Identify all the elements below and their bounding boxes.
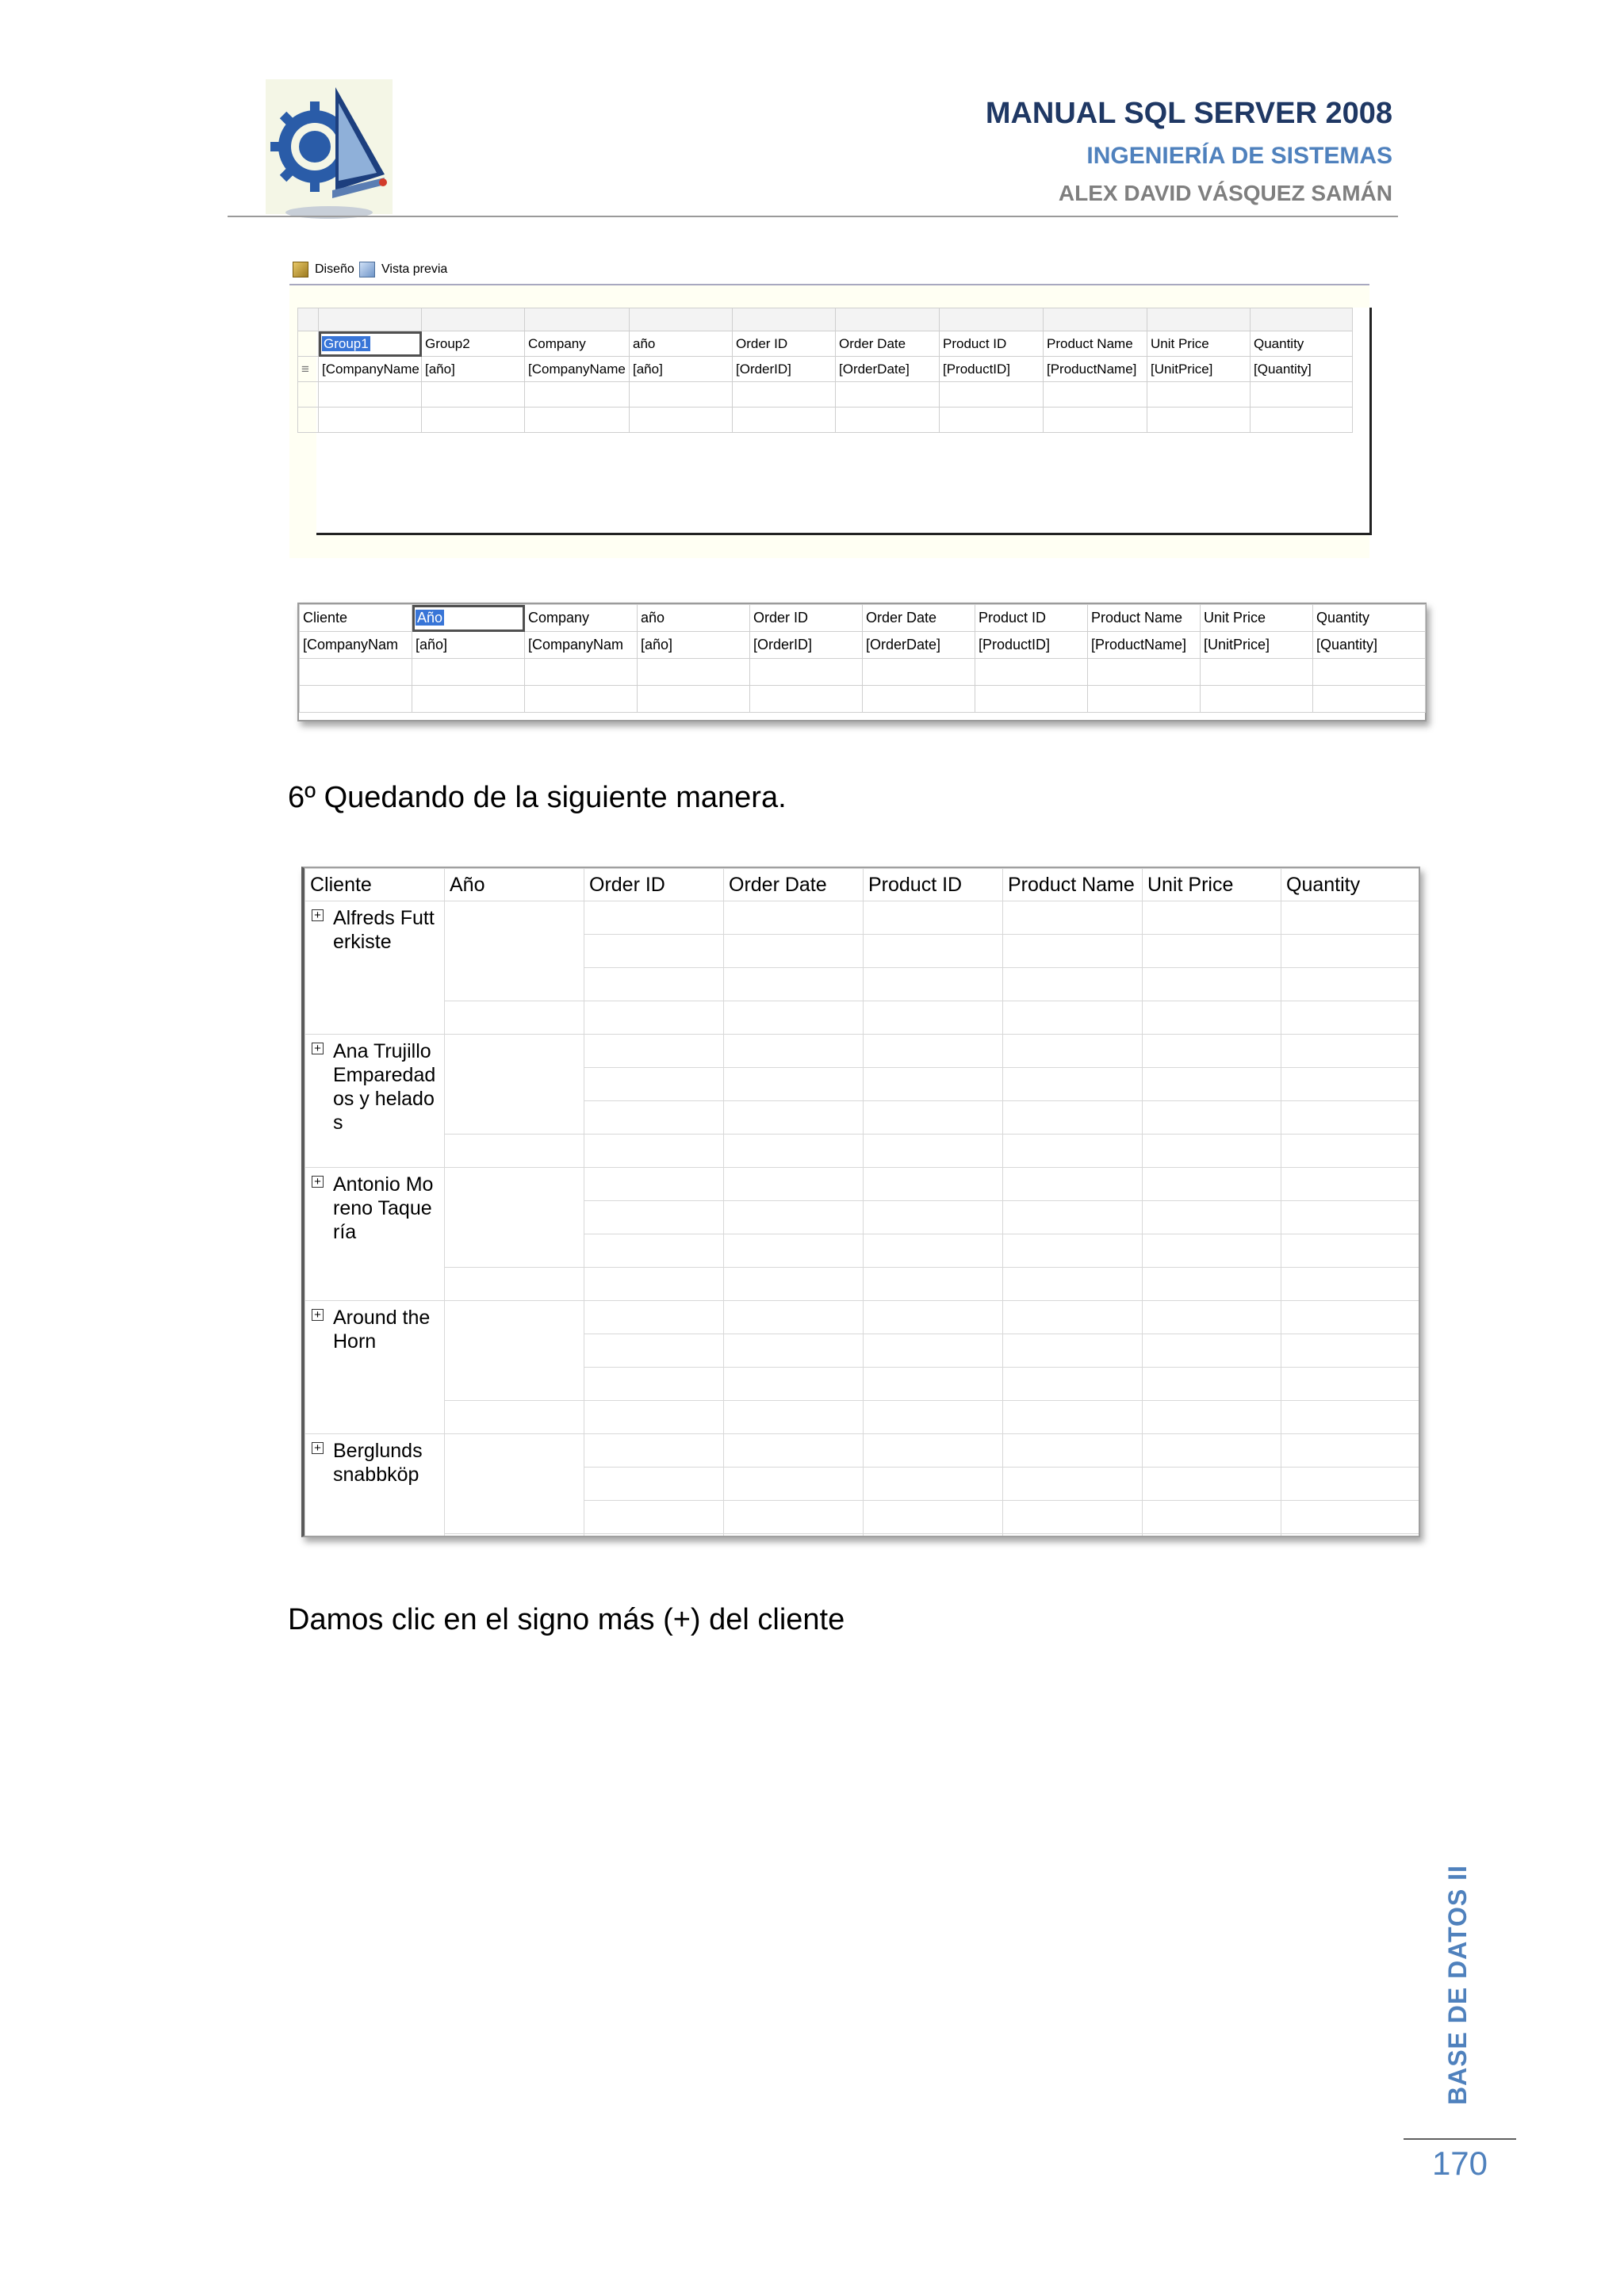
customer-cell xyxy=(305,1301,445,1434)
data-cell xyxy=(864,1334,1003,1368)
data-cell xyxy=(864,1101,1003,1135)
header-cell[interactable]: Quantity xyxy=(1313,605,1426,632)
data-cell xyxy=(1003,1234,1143,1268)
data-cell xyxy=(1281,968,1419,1001)
data-cell xyxy=(724,1268,864,1301)
footer-divider xyxy=(1404,2138,1516,2140)
data-cell xyxy=(1281,1401,1419,1434)
data-cell xyxy=(1143,968,1281,1001)
data-cell xyxy=(1003,1401,1143,1434)
field-cell[interactable]: [OrderDate] xyxy=(863,632,975,659)
tab-preview-label: Vista previa xyxy=(381,262,448,276)
data-cell xyxy=(1281,1501,1419,1534)
header-cell[interactable]: año xyxy=(638,605,750,632)
data-cell xyxy=(584,1334,724,1368)
field-cell[interactable]: [OrderID] xyxy=(733,357,836,382)
table-row xyxy=(305,1401,1419,1434)
data-cell xyxy=(864,1468,1003,1501)
year-cell xyxy=(445,1268,584,1301)
data-cell xyxy=(724,1135,864,1168)
data-cell xyxy=(1143,1268,1281,1301)
data-cell xyxy=(724,1534,864,1538)
data-cell xyxy=(1281,1234,1419,1268)
data-cell xyxy=(584,1234,724,1268)
data-cell xyxy=(1143,1068,1281,1101)
data-cell xyxy=(1143,1401,1281,1434)
expand-plus-icon[interactable]: + xyxy=(312,1442,324,1454)
data-cell xyxy=(724,1068,864,1101)
instruction-paragraph: Damos clic en el signo más (+) del cliente xyxy=(288,1603,845,1636)
data-cell xyxy=(724,935,864,968)
designer-screenshot xyxy=(289,255,1369,558)
data-cell xyxy=(724,1234,864,1268)
header-cell[interactable]: Group2 xyxy=(422,331,525,357)
year-cell xyxy=(445,1301,584,1401)
data-cell xyxy=(1143,1234,1281,1268)
year-cell xyxy=(445,1401,584,1434)
data-cell xyxy=(1003,1268,1143,1301)
data-cell xyxy=(864,1501,1003,1534)
table-row xyxy=(305,1534,1419,1538)
designer-tab-bar xyxy=(289,255,1369,285)
table-row xyxy=(305,1001,1419,1035)
field-cell[interactable]: [ProductName] xyxy=(1088,632,1201,659)
data-cell xyxy=(1003,1135,1143,1168)
data-cell xyxy=(584,1201,724,1234)
column-header: Product Name xyxy=(1003,869,1143,901)
data-cell xyxy=(864,1268,1003,1301)
header-cell[interactable]: año xyxy=(630,331,733,357)
customer-cell xyxy=(305,1035,445,1168)
data-cell xyxy=(1143,901,1281,935)
data-cell xyxy=(1281,1301,1419,1334)
field-cell[interactable]: [CompanyNam xyxy=(525,632,638,659)
field-cell[interactable]: [año] xyxy=(412,632,525,659)
report-preview-screenshot xyxy=(301,867,1420,1537)
data-cell xyxy=(1281,1068,1419,1101)
field-cell[interactable]: [año] xyxy=(638,632,750,659)
data-cell xyxy=(1281,935,1419,968)
table-row xyxy=(305,1301,1419,1334)
header-cell[interactable] xyxy=(319,331,422,357)
data-cell xyxy=(584,1168,724,1201)
data-cell xyxy=(1281,1434,1419,1468)
designer-grid-renamed xyxy=(297,603,1427,721)
data-cell xyxy=(584,1434,724,1468)
data-cell xyxy=(1281,1035,1419,1068)
university-logo xyxy=(266,79,393,222)
designer-grid: Group1 Group2 Company año Order ID Order Date Product ID Product Name Unit Price Quantity ≡ [CompanyName [año] [CompanyName [año] [OrderID] [OrderDate] [ProductID] [ProductName] [UnitPrice] [Quantity] xyxy=(297,308,1353,433)
data-cell xyxy=(1143,1001,1281,1035)
field-cell[interactable]: [UnitPrice] xyxy=(1201,632,1313,659)
data-cell xyxy=(1281,1534,1419,1538)
year-cell xyxy=(445,1035,584,1135)
table-row xyxy=(305,1168,1419,1201)
data-cell xyxy=(864,1368,1003,1401)
data-cell xyxy=(864,1201,1003,1234)
data-cell xyxy=(1143,1334,1281,1368)
header-cell[interactable]: Order Date xyxy=(836,331,940,357)
field-cell[interactable]: [CompanyNam xyxy=(300,632,412,659)
header-cell[interactable]: Product ID xyxy=(975,605,1088,632)
field-cell[interactable]: [ProductID] xyxy=(940,357,1044,382)
customer-cell xyxy=(305,1434,445,1538)
data-cell xyxy=(584,1068,724,1101)
year-header: Año xyxy=(417,610,443,626)
data-cell xyxy=(864,1434,1003,1468)
data-cell xyxy=(584,935,724,968)
data-cell xyxy=(584,1534,724,1538)
data-cell xyxy=(1281,1268,1419,1301)
data-cell xyxy=(1281,1168,1419,1201)
data-cell xyxy=(724,1101,864,1135)
column-header: Order Date xyxy=(724,869,864,901)
header-cell[interactable]: Quantity xyxy=(1251,331,1353,357)
year-cell xyxy=(445,1434,584,1534)
year-cell xyxy=(445,1001,584,1035)
expand-plus-icon[interactable]: + xyxy=(312,1043,324,1054)
column-header: Order ID xyxy=(584,869,724,901)
data-cell xyxy=(584,1035,724,1068)
data-cell xyxy=(1003,1068,1143,1101)
data-cell xyxy=(1003,935,1143,968)
data-cell xyxy=(724,1301,864,1334)
data-cell xyxy=(584,1368,724,1401)
header-divider xyxy=(228,216,1398,217)
group1-header: Group1 xyxy=(324,336,369,351)
data-cell xyxy=(1281,1201,1419,1234)
column-header: Cliente xyxy=(305,869,445,901)
field-cell[interactable]: [OrderID] xyxy=(750,632,863,659)
data-cell xyxy=(724,901,864,935)
data-cell xyxy=(864,901,1003,935)
header-cell[interactable]: Order ID xyxy=(733,331,836,357)
field-cell[interactable]: [UnitPrice] xyxy=(1147,357,1251,382)
table-row xyxy=(305,1434,1419,1468)
data-cell xyxy=(1003,1468,1143,1501)
header-cell[interactable]: Order ID xyxy=(750,605,863,632)
data-cell xyxy=(864,1401,1003,1434)
design-icon xyxy=(293,262,308,277)
customer-cell xyxy=(305,1168,445,1301)
header-cell[interactable]: Company xyxy=(525,605,638,632)
field-cell[interactable]: [ProductName] xyxy=(1044,357,1147,382)
tab-preview[interactable] xyxy=(359,258,447,281)
data-cell xyxy=(1143,1135,1281,1168)
data-cell xyxy=(1143,1168,1281,1201)
column-header: Product ID xyxy=(864,869,1003,901)
data-cell xyxy=(864,935,1003,968)
header-cell[interactable]: Unit Price xyxy=(1201,605,1313,632)
data-cell xyxy=(1143,1468,1281,1501)
customer-name: Around the Horn xyxy=(333,1307,431,1353)
customer-name: Alfreds Futterkiste xyxy=(333,907,435,953)
data-cell xyxy=(724,1001,864,1035)
data-cell xyxy=(584,1001,724,1035)
data-cell xyxy=(864,1001,1003,1035)
data-cell xyxy=(724,1334,864,1368)
data-cell xyxy=(1281,1334,1419,1368)
year-cell xyxy=(445,1168,584,1268)
data-cell xyxy=(1003,1534,1143,1538)
column-header: Quantity xyxy=(1281,869,1419,901)
table-row xyxy=(305,1135,1419,1168)
data-cell xyxy=(584,1268,724,1301)
data-cell xyxy=(864,1035,1003,1068)
expand-plus-icon[interactable]: + xyxy=(312,1176,324,1188)
data-cell xyxy=(724,1368,864,1401)
data-cell xyxy=(1281,1135,1419,1168)
field-cell[interactable]: [Quantity] xyxy=(1313,632,1426,659)
header-cell[interactable]: Product ID xyxy=(940,331,1044,357)
tab-design-label: Diseño xyxy=(315,262,354,276)
column-header: Año xyxy=(445,869,584,901)
field-cell[interactable]: [año] xyxy=(630,357,733,382)
column-header: Unit Price xyxy=(1143,869,1281,901)
data-cell xyxy=(724,1168,864,1201)
field-cell[interactable]: [año] xyxy=(422,357,525,382)
step-6-paragraph: 6º Quedando de la siguiente manera. xyxy=(288,781,787,814)
data-cell xyxy=(584,1468,724,1501)
data-cell xyxy=(1143,1368,1281,1401)
preview-table xyxy=(304,868,1419,1537)
customer-cell xyxy=(305,901,445,1035)
field-cell[interactable]: [Quantity] xyxy=(1251,357,1353,382)
data-cell xyxy=(724,1434,864,1468)
data-cell xyxy=(1143,1035,1281,1068)
data-cell xyxy=(584,968,724,1001)
customer-name: Ana Trujillo Emparedados y helados xyxy=(333,1040,436,1134)
data-cell xyxy=(1281,901,1419,935)
data-cell xyxy=(864,1534,1003,1538)
preview-icon xyxy=(359,262,375,277)
data-cell xyxy=(864,968,1003,1001)
data-cell xyxy=(1143,1301,1281,1334)
field-cell[interactable]: [CompanyName xyxy=(525,357,630,382)
header-cell[interactable]: Product Name xyxy=(1088,605,1201,632)
data-cell xyxy=(584,901,724,935)
data-cell xyxy=(1143,1101,1281,1135)
data-cell xyxy=(584,1501,724,1534)
header-cell[interactable]: Unit Price xyxy=(1147,331,1251,357)
data-cell xyxy=(864,1301,1003,1334)
data-cell xyxy=(1003,1501,1143,1534)
data-cell xyxy=(1143,1534,1281,1538)
year-cell xyxy=(445,901,584,1001)
page-number: 170 xyxy=(1431,2145,1488,2182)
data-cell xyxy=(1003,968,1143,1001)
data-cell xyxy=(1003,1001,1143,1035)
side-section-label xyxy=(1443,1859,1483,2105)
renamed-grid xyxy=(299,604,1426,713)
data-cell xyxy=(1003,1201,1143,1234)
expand-plus-icon[interactable]: + xyxy=(312,909,324,921)
data-cell xyxy=(1003,1101,1143,1135)
data-cell xyxy=(1003,901,1143,935)
field-cell[interactable]: [OrderDate] xyxy=(836,357,940,382)
field-cell[interactable]: [ProductID] xyxy=(975,632,1088,659)
data-cell xyxy=(864,1068,1003,1101)
data-cell xyxy=(1281,1101,1419,1135)
header-cell[interactable]: Product Name xyxy=(1044,331,1147,357)
data-cell xyxy=(724,1035,864,1068)
data-cell xyxy=(724,968,864,1001)
expand-plus-icon[interactable]: + xyxy=(312,1309,324,1321)
year-cell xyxy=(445,1534,584,1538)
table-row xyxy=(305,1035,1419,1068)
data-cell xyxy=(864,1168,1003,1201)
data-cell xyxy=(724,1201,864,1234)
data-cell xyxy=(1143,1201,1281,1234)
data-cell xyxy=(1281,1368,1419,1401)
data-cell xyxy=(1003,1434,1143,1468)
data-cell xyxy=(1143,1501,1281,1534)
tab-design[interactable] xyxy=(293,258,354,281)
data-cell xyxy=(1143,1434,1281,1468)
data-cell xyxy=(864,1234,1003,1268)
header-cell[interactable]: Order Date xyxy=(863,605,975,632)
data-cell xyxy=(1003,1334,1143,1368)
data-cell xyxy=(1003,1168,1143,1201)
data-cell xyxy=(1281,1468,1419,1501)
data-cell xyxy=(1143,935,1281,968)
header-cell[interactable] xyxy=(412,605,525,632)
field-cell[interactable]: [CompanyName xyxy=(319,357,422,382)
data-cell xyxy=(1003,1035,1143,1068)
author-name: ALEX DAVID VÁSQUEZ SAMÁN xyxy=(1058,181,1392,205)
data-cell xyxy=(584,1135,724,1168)
data-cell xyxy=(584,1301,724,1334)
data-cell xyxy=(584,1401,724,1434)
data-cell xyxy=(1003,1368,1143,1401)
data-cell xyxy=(1281,1001,1419,1035)
data-cell xyxy=(1003,1301,1143,1334)
customer-name: Berglunds snabbköp xyxy=(333,1440,423,1486)
data-cell xyxy=(724,1401,864,1434)
table-row xyxy=(305,901,1419,935)
data-cell xyxy=(724,1501,864,1534)
data-cell xyxy=(864,1135,1003,1168)
manual-title: MANUAL SQL SERVER 2008 xyxy=(985,97,1392,130)
customer-name: Antonio Moreno Taquería xyxy=(333,1173,434,1243)
header-cell[interactable]: Company xyxy=(525,331,630,357)
career-subtitle: INGENIERÍA DE SISTEMAS xyxy=(1086,143,1392,169)
year-cell xyxy=(445,1135,584,1168)
data-cell xyxy=(584,1101,724,1135)
table-row xyxy=(305,1268,1419,1301)
header-cell[interactable]: Cliente xyxy=(300,605,412,632)
side-label-text: BASE DE DATOS II xyxy=(1443,1865,1472,2105)
data-cell xyxy=(724,1468,864,1501)
